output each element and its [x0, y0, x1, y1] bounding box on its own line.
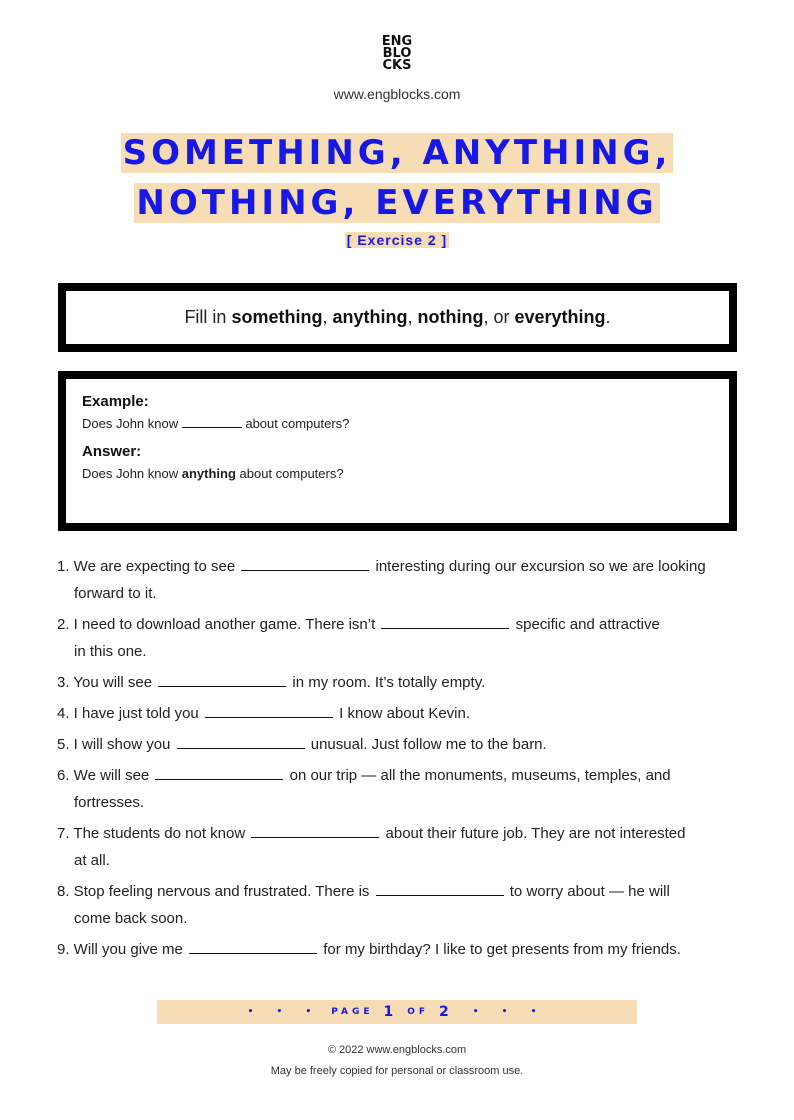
exercise-item-8 — [57, 878, 747, 932]
site-url[interactable]: www.engblocks.com — [333, 86, 461, 102]
item-text-before: You will see — [69, 674, 157, 691]
exercise-item-2 — [57, 611, 747, 665]
answer-blank-8[interactable] — [376, 881, 504, 896]
item-number: 2. — [57, 616, 70, 633]
pager-dots-left: • • • — [247, 1007, 322, 1017]
item-continuation: forward to it. — [74, 585, 157, 602]
usage-note: May be freely copied for personal or classroom use. — [270, 1065, 524, 1077]
exercise-item-9 — [57, 936, 747, 963]
answer-blank-2[interactable] — [381, 614, 509, 629]
example-label: Example: — [82, 393, 149, 410]
title-line-2: NOTHING, EVERYTHING — [136, 183, 658, 223]
exercise-item-5 — [57, 731, 747, 758]
answer-blank-4[interactable] — [205, 703, 333, 718]
example-blank — [182, 427, 242, 428]
answer-after: about computers? — [235, 466, 344, 481]
engblocks-logo — [0, 36, 794, 72]
item-number: 6. — [57, 767, 70, 784]
item-number: 1. — [57, 558, 70, 575]
pager-total: 2 — [439, 1004, 453, 1020]
instruction-word-nothing: nothing — [417, 307, 484, 327]
exercise-item-7 — [57, 820, 747, 874]
item-continuation: fortresses. — [74, 794, 145, 811]
item-number: 3. — [57, 674, 70, 691]
item-number: 8. — [57, 883, 70, 900]
item-number: 4. — [57, 705, 70, 722]
page-indicator — [157, 1000, 637, 1024]
item-text-after: I know about Kevin. — [334, 705, 471, 722]
item-text-after: specific and attractive — [511, 616, 660, 633]
instruction-word-everything: everything — [514, 307, 606, 327]
answer-sentence — [82, 466, 713, 481]
item-number: 5. — [57, 736, 70, 753]
item-text-before: Will you give me — [69, 941, 188, 958]
item-number: 9. — [57, 941, 70, 958]
answer-blank-3[interactable] — [158, 672, 286, 687]
item-text-after: to worry about — he will — [505, 883, 670, 900]
instruction-text — [184, 307, 610, 328]
instruction-sep: , — [407, 307, 418, 327]
item-text-after: interesting during our excursion so we are looking — [371, 558, 706, 575]
item-text-after: in my room. It’s totally empty. — [288, 674, 486, 691]
item-text-after: about their future job. They are not interested — [381, 825, 686, 842]
answer-word: anything — [181, 466, 236, 481]
answer-blank-9[interactable] — [189, 939, 317, 954]
item-continuation: come back soon. — [74, 910, 188, 927]
item-text-before: Stop feeling nervous and frustrated. There is — [69, 883, 374, 900]
instruction-prefix: Fill in — [184, 307, 232, 327]
logo-line-1: ENG — [381, 34, 413, 49]
exercise-label — [0, 232, 794, 248]
pager-current: 1 — [383, 1004, 398, 1020]
example-box — [58, 371, 737, 531]
answer-blank-7[interactable] — [251, 823, 379, 838]
example-before: Does John know — [82, 416, 182, 431]
item-number: 7. — [57, 825, 70, 842]
page-title — [0, 128, 794, 228]
pager-dots-right: • • • — [472, 1007, 547, 1017]
item-continuation: in this one. — [74, 643, 147, 660]
item-text-after: on our trip — all the monuments, museums, temples, and — [285, 767, 671, 784]
answer-blank-5[interactable] — [177, 734, 305, 749]
logo-line-2: BLO — [382, 46, 412, 61]
answer-blank-1[interactable] — [241, 556, 369, 571]
example-sentence — [82, 416, 713, 431]
exercise-number: [ Exercise 2 ] — [346, 232, 448, 248]
instruction-word-something: something — [231, 307, 323, 327]
exercise-item-1 — [57, 553, 747, 607]
answer-before: Does John know — [82, 466, 182, 481]
item-text-before: I will show you — [69, 736, 175, 753]
instruction-sep: , or — [483, 307, 515, 327]
answer-blank-6[interactable] — [155, 765, 283, 780]
item-text-before: I have just told you — [69, 705, 203, 722]
instruction-word-anything: anything — [332, 307, 408, 327]
exercise-list — [57, 553, 747, 967]
pager-page-word: PAGE — [331, 1007, 374, 1017]
item-text-before: I need to download another game. There isn’t — [69, 616, 380, 633]
logo-line-3: CKS — [382, 58, 412, 73]
item-text-after: for my birthday? I like to get presents from my friends. — [319, 941, 681, 958]
instruction-box — [58, 283, 737, 352]
example-after: about computers? — [241, 416, 350, 431]
item-text-before: We are expecting to see — [69, 558, 240, 575]
answer-label: Answer: — [82, 443, 142, 460]
instruction-sep: , — [322, 307, 333, 327]
exercise-item-3 — [57, 669, 747, 696]
instruction-suffix: . — [605, 307, 611, 327]
title-line-1: SOMETHING, ANYTHING, — [122, 133, 672, 173]
item-text-after: unusual. Just follow me to the barn. — [306, 736, 547, 753]
item-continuation: at all. — [74, 852, 110, 869]
pager-of-word: OF — [407, 1007, 430, 1017]
exercise-item-4 — [57, 700, 747, 727]
copyright: © 2022 www.engblocks.com — [327, 1044, 467, 1056]
exercise-item-6 — [57, 762, 747, 816]
item-text-before: We will see — [69, 767, 154, 784]
item-text-before: The students do not know — [69, 825, 250, 842]
